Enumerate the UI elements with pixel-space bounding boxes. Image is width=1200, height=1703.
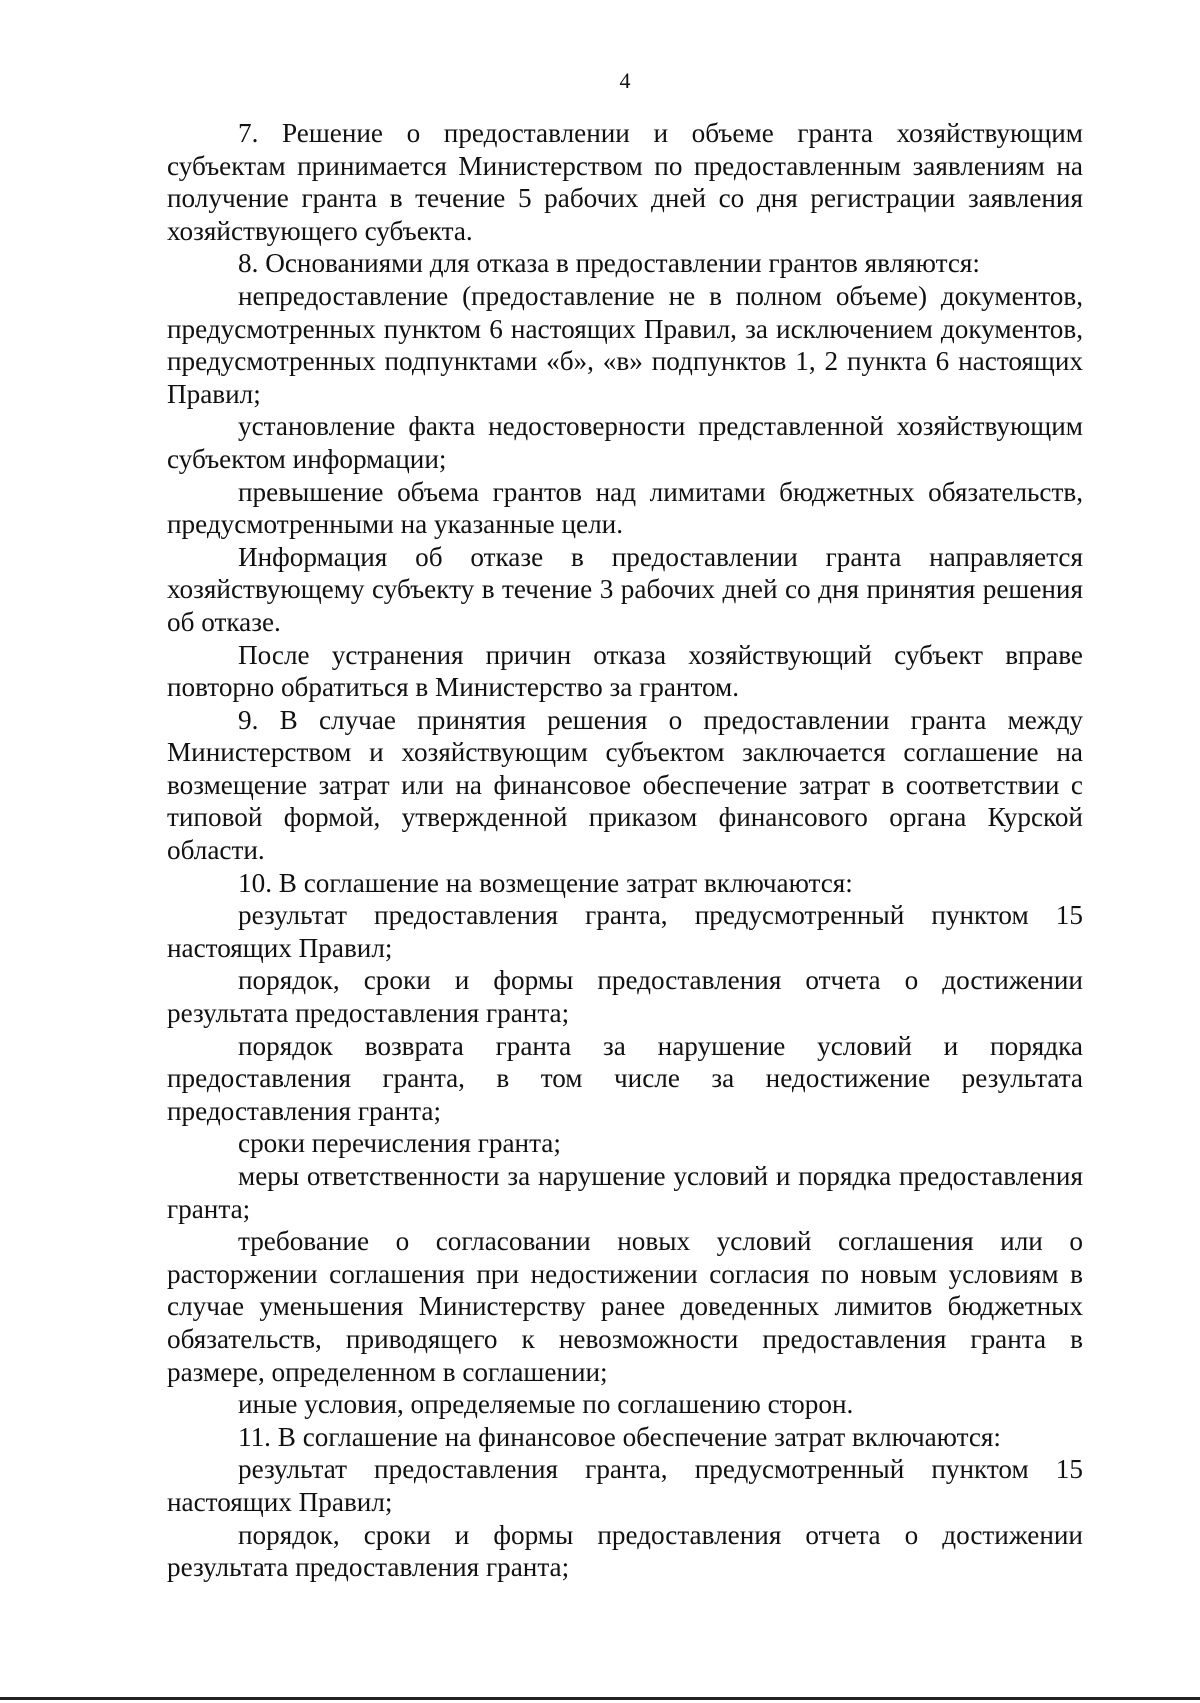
- paragraph-8-heading: 8. Основаниями для отказа в предоставлении грантов являются:: [238, 248, 980, 279]
- list-item: сроки перечисления гранта;: [238, 1128, 561, 1159]
- refusal-notification: Информация об отказе в предоставлении гранта направляется хозяйствующему субъекту в течение 3 рабочих дней со дня принятия решения об отказе.: [167, 541, 1083, 637]
- list-item: требование о согласовании новых условий соглашения или о расторжении соглашения при недостижении согласия по новым условиям в случае уменьшения Министерству ранее доведенных лимитов бюджетных обязательств, приводящего к невозможности предоставления гранта в размере, определенном в соглашении;: [167, 1226, 1083, 1387]
- list-item: порядок, сроки и формы предоставления отчета о достижении результата предоставления гранта;: [167, 965, 1083, 1029]
- reapplication-note: После устранения причин отказа хозяйствующий субъект вправе повторно обратиться в Министерство за грантом.: [167, 639, 1083, 703]
- list-item: результат предоставления гранта, предусмотренный пунктом 15 настоящих Правил;: [167, 1454, 1083, 1517]
- list-item: порядок, сроки и формы предоставления отчета о достижении результата предоставления гранта;: [167, 1519, 1083, 1583]
- refusal-ground-limits-exceeded: превышение объема грантов над лимитами бюджетных обязательств, предусмотренными на указанные цели.: [167, 476, 1083, 540]
- page-number: 4: [619, 68, 631, 93]
- paragraph-7: 7. Решение о предоставлении и объеме гранта хозяйствующим субъектам принимается Министерством по предоставленным заявлениям на получение гранта в течение 5 рабочих дней со дня регистрации заявления хозяйствующего субъекта.: [167, 118, 1083, 246]
- list-item: результат предоставления гранта, предусмотренный пунктом 15 настоящих Правил;: [167, 900, 1083, 963]
- page-bottom-border: [0, 1697, 1200, 1700]
- list-item: меры ответственности за нарушение условий и порядка предоставления гранта;: [167, 1161, 1083, 1224]
- refusal-ground-documents: непредоставление (предоставление не в полном объеме) документов, предусмотренных пунктом 6 настоящих Правил, за исключением документов, предусмотренных подпунктами «б», «в» подпунктов 1, 2 пункта 6 настоящих Правил;: [167, 280, 1083, 409]
- list-item: иные условия, определяемые по соглашению сторон.: [238, 1389, 854, 1420]
- list-item: порядок возврата гранта за нарушение условий и порядка предоставления гранта, в том числе за недостижение результата предоставления гранта;: [167, 1030, 1083, 1126]
- refusal-ground-unreliable-info: установление факта недостоверности представленной хозяйствующим субъектом информации;: [167, 411, 1083, 474]
- paragraph-11-heading: 11. В соглашение на финансовое обеспечение затрат включаются:: [238, 1421, 1001, 1452]
- paragraph-9: 9. В случае принятия решения о предоставлении гранта между Министерством и хозяйствующим субъектом заключается соглашение на возмещение затрат или на финансовое обеспечение затрат в соответствии с типовой формой, утвержденной приказом финансового органа Курской области.: [167, 704, 1083, 866]
- document-body: [167, 117, 1083, 1584]
- paragraph-10-heading: 10. В соглашение на возмещение затрат включаются:: [238, 867, 853, 898]
